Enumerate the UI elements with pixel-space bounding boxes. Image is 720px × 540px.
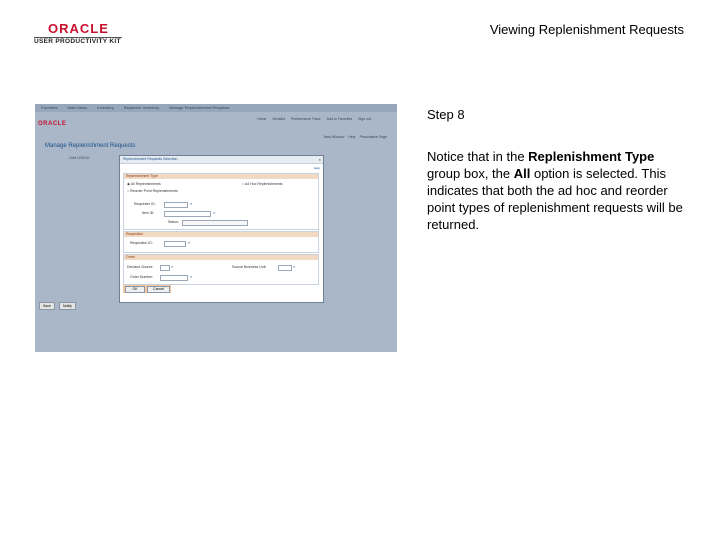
logo-divider	[34, 37, 122, 38]
unit-label: Unit US010	[69, 155, 90, 160]
requisition-input[interactable]	[164, 241, 186, 247]
requisition-title: Requisition	[124, 232, 318, 237]
logo-product: USER PRODUCTIVITY KIT	[34, 38, 121, 45]
sign-out-link[interactable]: Sign out	[358, 117, 371, 121]
ok-button[interactable]: OK	[125, 286, 145, 293]
personalize-page-link[interactable]: Personalize Page	[359, 135, 387, 139]
top-nav-bar	[35, 104, 397, 112]
demand-source-lookup-icon[interactable]: ⌕	[171, 264, 174, 269]
item-label: Item ID:	[142, 211, 155, 215]
nav-replenish-inventory[interactable]: Replenish Inventory	[123, 105, 160, 110]
demand-source-label: Demand Source:	[127, 265, 154, 269]
add-to-favorites-link[interactable]: Add to Favorites	[326, 117, 353, 121]
page-title: Manage Replenishment Requests	[45, 143, 136, 149]
all-replenishments-label: All Replenishments	[130, 182, 161, 186]
adhoc-replenishments-label: Ad Hoc Replenishments	[244, 182, 283, 186]
source-bu-lookup-icon[interactable]: ⌕	[293, 264, 296, 269]
nav-main-menu[interactable]: Main Menu	[67, 105, 88, 110]
step-label: Step 8	[427, 107, 465, 122]
save-button[interactable]: Save	[39, 302, 55, 310]
desc-bold-replenishment-type: Replenishment Type	[528, 149, 655, 164]
slide-title: Viewing Replenishment Requests	[489, 22, 684, 37]
adhoc-replenishments-radio[interactable]: ○ Ad Hoc Replenishments	[242, 182, 283, 186]
desc-part-1: Notice that in the	[427, 149, 529, 164]
requester-input[interactable]	[164, 202, 188, 208]
close-icon[interactable]: ×	[318, 157, 321, 162]
all-replenishments-radio[interactable]: ◉ All Replenishments	[127, 182, 161, 186]
dialog-title: Replenishment Requests Selection	[120, 156, 323, 164]
reorder-point-radio[interactable]: ○ Reorder Point Replenishments	[127, 189, 178, 193]
nav-favorites[interactable]: Favorites	[41, 105, 58, 110]
application-screenshot	[35, 104, 397, 352]
dialog-button-bar	[123, 285, 171, 293]
cancel-button[interactable]: Cancel	[147, 286, 170, 293]
worklist-link[interactable]: Worklist	[272, 117, 285, 121]
logo-brand: ORACLE	[48, 21, 109, 36]
home-link[interactable]: Home	[257, 117, 267, 121]
nav-manage-replenishment[interactable]: Manage Replenishment Requests	[169, 105, 230, 110]
demand-source-input[interactable]	[160, 265, 170, 271]
dialog-help-link[interactable]: Help	[313, 166, 320, 170]
new-window-link[interactable]: New Window	[323, 135, 345, 139]
status-label: Status:	[168, 220, 179, 224]
requisition-label: Requisition ID:	[130, 241, 153, 245]
reorder-point-label: Reorder Point Replenishments	[130, 189, 178, 193]
desc-bold-all: All	[513, 166, 531, 181]
order-number-label: Order Number:	[130, 275, 154, 279]
desc-part-2: group box, the	[427, 166, 514, 181]
source-bu-input[interactable]	[278, 265, 292, 271]
app-oracle-logo: ORACLE	[38, 121, 67, 127]
order-number-input[interactable]	[160, 275, 188, 281]
item-lookup-icon[interactable]: ⌕	[213, 210, 216, 215]
item-input[interactable]	[164, 211, 211, 217]
notify-button[interactable]: Notify	[59, 302, 76, 310]
nav-inventory[interactable]: Inventory	[97, 105, 114, 110]
desc-part-3: option is selected. This indicates that both the ad hoc and reorder point types of replenishment requests will be returned.	[427, 166, 683, 232]
order-number-lookup-icon[interactable]: ⌕	[190, 274, 193, 279]
requester-label: Requester ID:	[134, 202, 156, 206]
order-title: Order	[124, 255, 318, 260]
performance-trace-link[interactable]: Performance Trace	[290, 117, 321, 121]
replenishment-type-title: Replenishment Type	[124, 174, 318, 179]
oracle-upk-logo	[34, 22, 134, 48]
source-bu-label: Source Business Unit:	[232, 265, 267, 269]
selection-dialog	[119, 155, 324, 303]
status-select[interactable]	[182, 220, 248, 226]
requester-lookup-icon[interactable]: ⌕	[190, 201, 193, 206]
requisition-lookup-icon[interactable]: ⌕	[188, 240, 191, 245]
step-description	[427, 148, 689, 233]
help-link[interactable]: Help	[348, 135, 356, 139]
